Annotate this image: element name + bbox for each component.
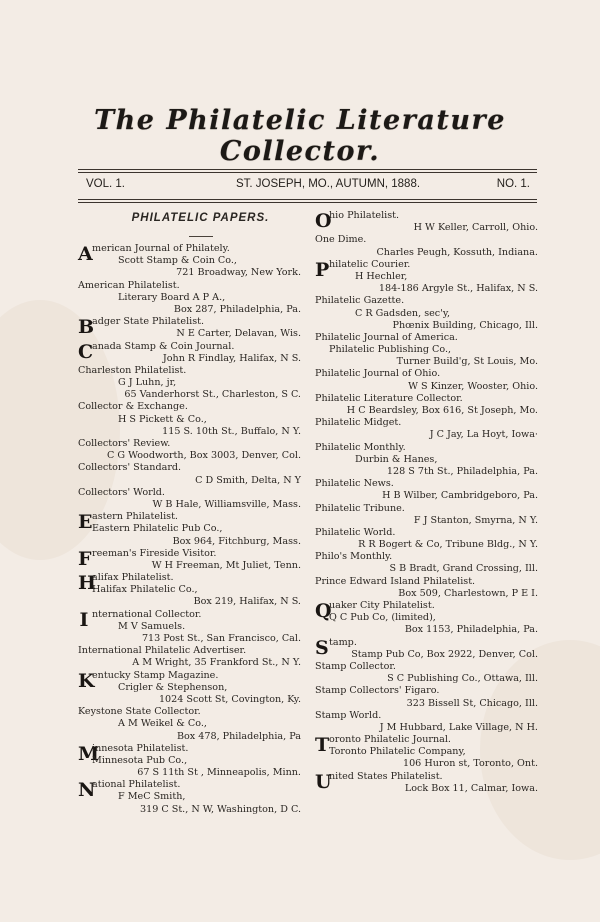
directory-entry <box>78 316 303 340</box>
directory-entry <box>315 442 540 479</box>
publisher-address-line: J M Hubbard, Lake Village, N H. <box>379 721 538 733</box>
drop-cap-initial: I <box>79 608 89 631</box>
publisher-address-line: Box 1153, Philadelphia, Pa. <box>404 624 538 636</box>
section-title: PHILATELIC PAPERS. <box>131 212 270 224</box>
directory-entry <box>315 503 540 527</box>
publication-title: nternational Collector. <box>92 608 202 620</box>
publication-title: Philatelic Gazette. <box>315 295 405 307</box>
publisher-address-line: Philatelic Publishing Co., <box>329 344 452 356</box>
publisher-address-line: C G Woodworth, Box 3003, Denver, Col. <box>106 450 301 462</box>
publisher-address-line: H C Beardsley, Box 616, St Joseph, Mo. <box>346 405 538 416</box>
directory-entry <box>78 243 303 280</box>
publication-title: Philatelic Literature Collector. <box>315 392 463 404</box>
volume-label: VOL. 1. <box>86 178 125 190</box>
drop-cap-initial: P <box>315 258 330 281</box>
drop-cap-initial: T <box>315 734 330 757</box>
publication-title: reeman's Fireside Visitor. <box>92 547 217 559</box>
publication-title: International Philatelic Advertiser. <box>78 645 247 657</box>
publication-title: Philatelic Journal of Ohio. <box>315 368 441 380</box>
publication-title: merican Journal of Philately. <box>92 243 230 254</box>
publisher-address-line: Durbin & Hanes, <box>355 453 438 465</box>
directory-entry <box>315 478 540 502</box>
header-rule-bottom <box>78 199 537 200</box>
right-column <box>315 210 540 795</box>
publisher-address-line: C D Smith, Delta, N Y <box>195 474 301 486</box>
publisher-address-line: W H Freeman, Mt Juliet, Tenn. <box>151 559 301 571</box>
directory-entry <box>315 551 540 575</box>
publication-title: anada Stamp & Coin Journal. <box>92 340 235 352</box>
drop-cap-initial: O <box>315 210 332 232</box>
directory-entry <box>315 734 540 771</box>
directory-entry <box>315 295 540 332</box>
publisher-address-line: M V Samuels. <box>118 620 186 632</box>
publisher-address-line: S B Bradt, Grand Crossing, Ill. <box>389 563 538 575</box>
publisher-address-line: H S Pickett & Co., <box>118 413 207 425</box>
publication-title: oronto Philatelic Journal. <box>329 734 451 746</box>
publisher-address-line: 319 C St., N W, Washington, D C. <box>140 803 301 815</box>
publisher-address-line: Literary Board A P A., <box>118 291 226 303</box>
dateline: ST. JOSEPH, MO., AUTUMN, 1888. <box>236 178 421 190</box>
publication-title: Philatelic Journal of America. <box>315 331 458 343</box>
publisher-address-line: C R Gadsden, sec'y, <box>355 307 451 319</box>
publisher-address-line: H B Wilber, Cambridgeboro, Pa. <box>382 490 538 502</box>
publisher-address-line: 1024 Scott St, Covington, Ky. <box>158 693 301 705</box>
publisher-address-line: Stamp Pub Co, Box 2922, Denver, Col. <box>351 648 538 660</box>
publisher-address-line: Lock Box 11, Calmar, Iowa. <box>404 782 538 794</box>
directory-entry <box>315 685 540 709</box>
publication-title: Philatelic Tribune. <box>315 502 405 514</box>
publication-title: alifax Philatelist. <box>92 572 174 584</box>
directory-entry <box>315 600 540 637</box>
drop-cap-initial: N <box>78 779 96 802</box>
drop-cap-initial: S <box>315 636 329 659</box>
publication-title: Collectors' Standard. <box>78 462 182 474</box>
directory-entry <box>315 771 540 795</box>
publisher-address-line: W B Hale, Williamsville, Mass. <box>152 498 301 510</box>
drop-cap-initial: Q <box>315 600 332 622</box>
drop-cap-initial: K <box>78 669 95 692</box>
directory-entry <box>78 645 303 669</box>
publication-title: American Philatelist. <box>78 279 180 291</box>
publisher-address-line: A M Wright, 35 Frankford St., N Y. <box>132 657 301 669</box>
publisher-address-line: Toronto Philatelic Company, <box>329 746 466 758</box>
directory-entry <box>78 280 303 317</box>
publication-title: nited States Philatelist. <box>329 770 443 782</box>
publisher-address-line: 323 Bissell St, Chicago, Ill. <box>406 697 538 709</box>
issue-info-bar <box>86 178 530 196</box>
directory-entry <box>315 661 540 685</box>
publisher-address-line: Phœnix Building, Chicago, Ill. <box>392 319 538 331</box>
publication-title: ational Philatelist. <box>92 779 181 791</box>
publisher-address-line: F J Stanton, Smyrna, N Y. <box>413 514 538 526</box>
publisher-address-line: Box 287, Philadelphia, Pa. <box>173 303 301 315</box>
directory-entry <box>315 259 540 296</box>
publisher-address-line: 67 S 11th St , Minneapolis, Minn. <box>137 767 301 779</box>
publisher-address-line: Minnesota Pub Co., <box>92 754 188 766</box>
publisher-address-line: 713 Post St., San Francisco, Cal. <box>141 633 301 644</box>
directory-entry <box>78 401 303 438</box>
directory-entry <box>315 234 540 258</box>
directory-entry <box>78 572 303 609</box>
publisher-address-line: John R Findlay, Halifax, N S. <box>162 352 301 364</box>
header-rule-top-thin <box>78 172 537 173</box>
header-rule-bottom-thin <box>78 202 537 203</box>
publisher-address-line: 184-186 Argyle St., Halifax, N S. <box>378 283 538 295</box>
publication-title: Stamp Collector. <box>315 660 396 672</box>
publication-title: astern Philatelist. <box>92 511 178 523</box>
publisher-address-line: J C Jay, La Hoyt, Iowa· <box>429 429 538 441</box>
publication-title: Collector & Exchange. <box>78 401 188 413</box>
directory-entry <box>315 393 540 417</box>
directory-entry <box>78 743 303 780</box>
publication-title: Philatelic Midget. <box>315 417 402 429</box>
directory-entry <box>315 417 540 441</box>
publisher-address-line: H W Keller, Carroll, Ohio. <box>413 222 538 234</box>
directory-entry <box>78 548 303 572</box>
publication-title: hilatelic Courier. <box>329 258 411 270</box>
publication-title: Prince Edward Island Philatelist. <box>315 575 476 587</box>
directory-entry <box>315 210 540 234</box>
publication-title: Charleston Philatelist. <box>78 364 187 376</box>
publisher-address-line: R R Bogert & Co, Tribune Bldg., N Y. <box>358 539 538 551</box>
publisher-address-line: Turner Build'g, St Louis, Mo. <box>396 356 538 368</box>
publication-title: innesota Philatelist. <box>92 742 189 754</box>
directory-entry <box>315 576 540 600</box>
drop-cap-initial: H <box>78 572 96 595</box>
directory-entry <box>315 637 540 661</box>
publication-title: entucky Stamp Magazine. <box>92 669 219 681</box>
publication-title: uaker City Philatelist. <box>329 600 435 611</box>
drop-cap-initial: M <box>78 742 100 765</box>
masthead-title: The Philatelic Literature Collector. <box>94 105 506 167</box>
publisher-address-line: Q C Pub Co, (limited), <box>329 612 436 624</box>
drop-cap-initial: C <box>78 340 94 363</box>
directory-entry <box>78 511 303 548</box>
publication-title: hio Philatelist. <box>329 210 400 221</box>
publisher-address-line: Crigler & Stephenson, <box>118 681 228 693</box>
publisher-address-line: Box 964, Fitchburg, Mass. <box>172 535 301 547</box>
directory-entry <box>315 332 540 369</box>
drop-cap-initial: B <box>78 316 95 339</box>
publisher-address-line: Box 478, Philadelphia, Pa <box>176 730 301 742</box>
publisher-address-line: Box 219, Halifax, N S. <box>193 596 301 608</box>
publisher-address-line: Eastern Philatelic Pub Co., <box>92 523 223 535</box>
publisher-address-line: 106 Huron st, Toronto, Ont. <box>402 758 538 770</box>
issue-number: NO. 1. <box>496 178 530 190</box>
directory-entry <box>78 779 303 816</box>
publisher-address-line: Scott Stamp & Coin Co., <box>118 255 237 267</box>
directory-entry <box>78 438 303 462</box>
drop-cap-initial: U <box>315 770 332 793</box>
directory-entry <box>315 527 540 551</box>
publication-title: Stamp Collectors' Figaro. <box>315 685 440 697</box>
publisher-address-line: S C Publishing Co., Ottawa, Ill. <box>387 673 538 685</box>
publisher-address-line: N E Carter, Delavan, Wis. <box>176 328 301 340</box>
drop-cap-initial: E <box>78 511 93 534</box>
publisher-address-line: Halifax Philatelic Co., <box>92 584 198 596</box>
publication-title: Philatelic Monthly. <box>315 441 406 453</box>
publisher-address-line: Box 509, Charlestown, P E I. <box>398 587 538 599</box>
publication-title: One Dime. <box>315 234 367 246</box>
directory-entry <box>78 487 303 511</box>
directory-entry <box>78 609 303 646</box>
publication-title: adger State Philatelist. <box>92 316 205 328</box>
publisher-address-line: F MeC Smith, <box>118 791 186 803</box>
directory-entry <box>78 462 303 486</box>
left-column <box>78 210 303 816</box>
directory-entry <box>315 710 540 734</box>
publication-title: Collectors' World. <box>78 486 165 498</box>
publisher-address-line: H Hechler, <box>355 270 408 282</box>
publisher-address-line: 115 S. 10th St., Buffalo, N Y. <box>162 425 301 437</box>
publication-title: Keystone State Collector. <box>78 706 201 718</box>
publisher-address-line: 65 Vanderhorst St., Charleston, S C. <box>124 389 301 401</box>
publisher-address-line: W S Kinzer, Wooster, Ohio. <box>408 380 538 392</box>
publication-title: Philatelic World. <box>315 526 396 538</box>
drop-cap-initial: F <box>78 547 92 570</box>
publisher-address-line: 128 S 7th St., Philadelphia, Pa. <box>386 465 538 477</box>
publication-title: Philatelic News. <box>315 478 394 490</box>
publication-title: Stamp World. <box>315 709 382 721</box>
publisher-address-line: 721 Broadway, New York. <box>176 267 301 279</box>
section-title-rule <box>189 236 213 237</box>
publication-title: tamp. <box>329 636 357 648</box>
directory-entry <box>78 670 303 707</box>
publisher-address-line: A M Weikel & Co., <box>118 718 207 730</box>
directory-entry <box>315 368 540 392</box>
directory-entry <box>78 706 303 743</box>
publication-title: Collectors' Review. <box>78 438 171 449</box>
publication-title: Philo's Monthly. <box>315 551 393 563</box>
header-rule-top <box>78 169 537 170</box>
directory-entry <box>78 365 303 402</box>
directory-entry <box>78 341 303 365</box>
publisher-address-line: G J Luhn, jr, <box>118 377 177 389</box>
drop-cap-initial: A <box>78 243 93 265</box>
publisher-address-line: Charles Peugh, Kossuth, Indiana. <box>376 246 538 258</box>
